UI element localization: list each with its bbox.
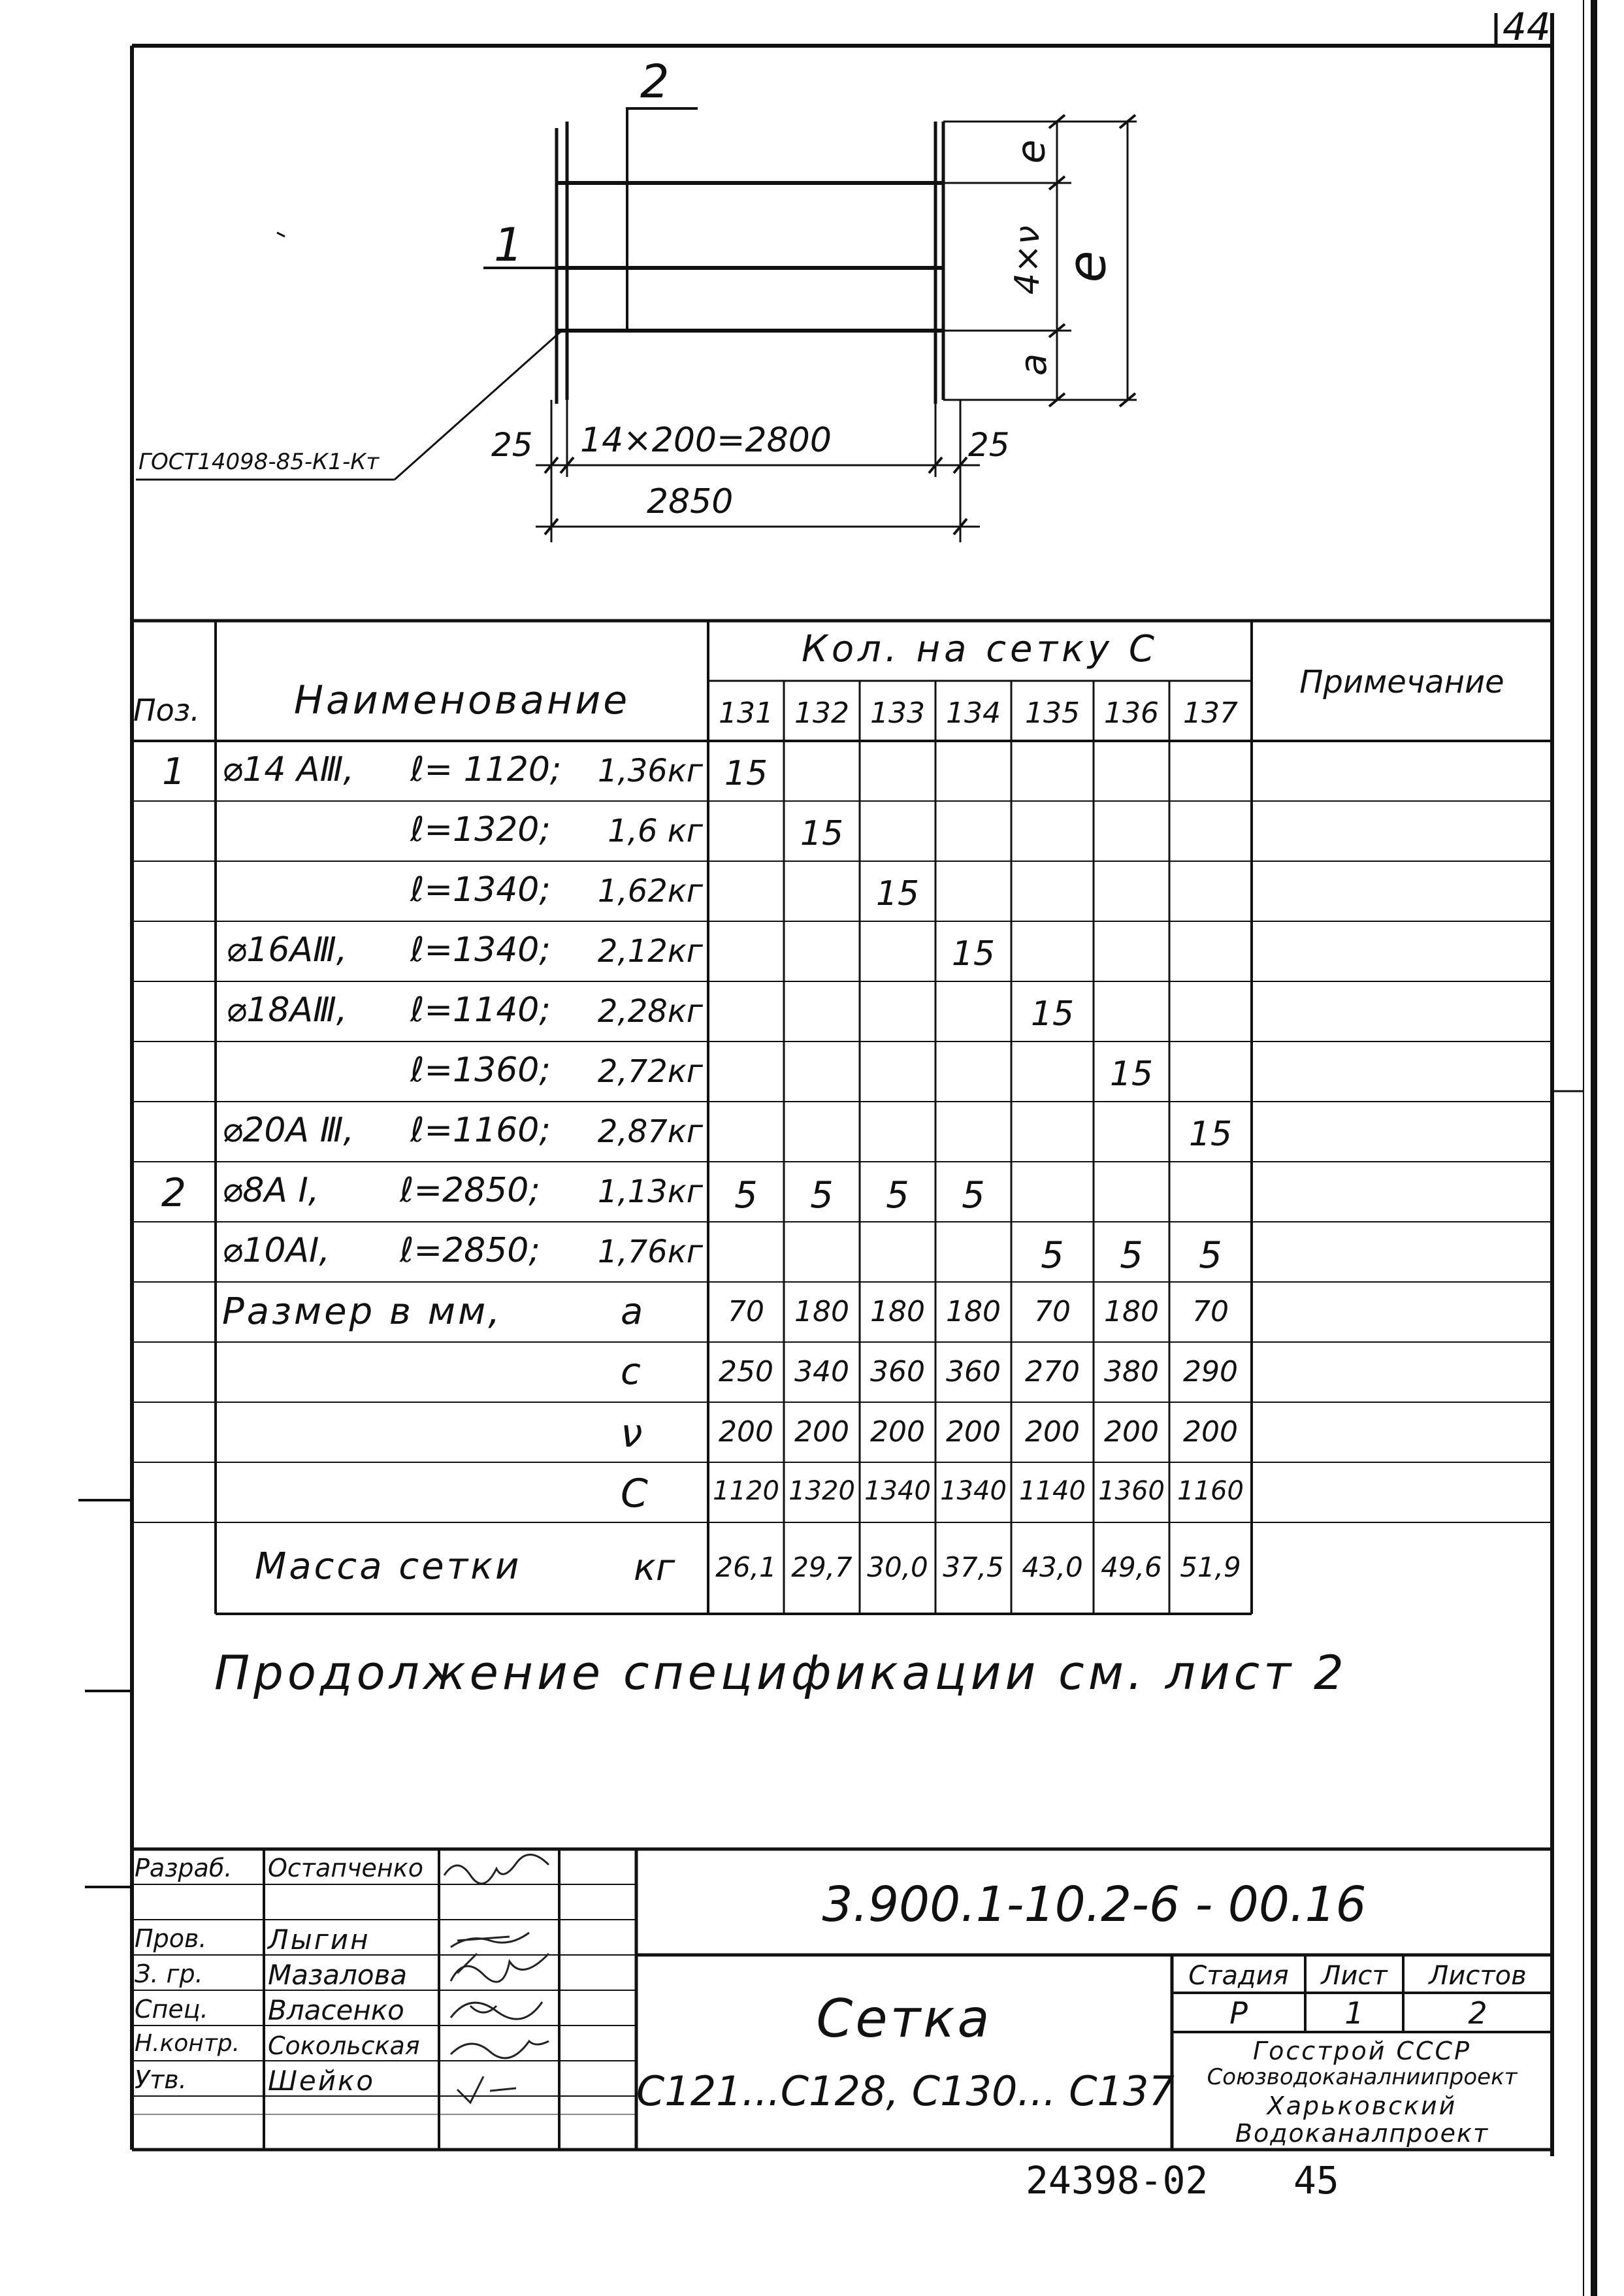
size-cell: 250 <box>719 1355 773 1388</box>
row-length: ℓ=1360; <box>410 1051 551 1090</box>
row-diameter: ⌀14 АⅢ, <box>222 750 354 789</box>
sheets-label: Листов <box>1429 1961 1527 1991</box>
mass-cell: 51,9 <box>1180 1551 1241 1583</box>
gost-reference: ГОСТ14098-85-К1-Кт <box>138 449 380 475</box>
dim-right-25: 25 <box>968 426 1010 464</box>
size-cell: 200 <box>794 1415 849 1449</box>
size-cell: 200 <box>1025 1415 1080 1449</box>
person-name: Шейко <box>268 2065 376 2097</box>
dim-e-total: e <box>1056 250 1118 283</box>
archive-number: 24398-02 <box>1026 2158 1209 2203</box>
column-header: 136 <box>1104 697 1159 730</box>
mass-cell: 37,5 <box>943 1551 1004 1583</box>
person-name: Власенко <box>268 1994 404 2026</box>
quantity-cell: 5 <box>810 1174 834 1217</box>
signature-gr <box>451 1954 549 1982</box>
size-cell: 70 <box>1034 1295 1071 1328</box>
organization-line: Водоканалпроект <box>1235 2119 1489 2148</box>
row-mass: 2,87кг <box>597 1113 703 1150</box>
row-mass: 1,76кг <box>597 1234 703 1270</box>
sheet-corner-number: 44 <box>1502 5 1551 49</box>
role-label: Спец. <box>135 1995 208 2024</box>
dim-4xv: 4×ν <box>1007 225 1047 295</box>
mass-cell: 43,0 <box>1022 1551 1083 1583</box>
column-header: 137 <box>1183 697 1238 730</box>
organization-line: Госстрой СССР <box>1252 2037 1471 2065</box>
quantity-cell: 5 <box>1041 1234 1064 1277</box>
size-cell: 70 <box>728 1295 764 1328</box>
header-quantity: Кол. на сетку С <box>802 628 1158 670</box>
signature-prov <box>451 1933 529 1947</box>
size-cell: 290 <box>1183 1355 1238 1388</box>
header-note: Примечание <box>1299 664 1504 700</box>
quantity-cell: 5 <box>886 1174 909 1217</box>
column-header: 134 <box>946 697 1001 730</box>
size-symbol: C <box>621 1471 648 1517</box>
quantity-cell: 5 <box>734 1174 758 1217</box>
row-length: ℓ=1320; <box>410 810 551 849</box>
row-mass: 1,62кг <box>597 873 703 910</box>
dim-main-span: 14×200=2800 <box>580 421 832 460</box>
row-diameter: ⌀18АⅢ, <box>226 991 348 1030</box>
row-mass: 2,72кг <box>597 1053 703 1090</box>
size-cell: 200 <box>1104 1415 1159 1449</box>
size-cell: 340 <box>794 1355 849 1388</box>
person-name: Остапченко <box>268 1854 423 1882</box>
size-cell: 360 <box>946 1355 1001 1388</box>
quantity-cell: 15 <box>1030 994 1075 1034</box>
dim-total-length: 2850 <box>647 482 734 521</box>
row-length: ℓ=1140; <box>410 991 551 1030</box>
position-label-1: 1 <box>494 218 523 272</box>
row-mass: 2,12кг <box>597 933 703 970</box>
column-header: 131 <box>719 697 773 730</box>
size-symbol: a <box>621 1290 643 1333</box>
row-position: 1 <box>162 751 186 793</box>
role-label: Разраб. <box>135 1854 233 1882</box>
mass-unit: кг <box>634 1547 675 1589</box>
drawing-subtitle: С121...С128, С130... С137 <box>636 2067 1175 2115</box>
size-cell: 200 <box>946 1415 1001 1449</box>
quantity-cell: 5 <box>1120 1234 1143 1277</box>
quantity-cell: 15 <box>724 754 768 793</box>
size-cell: 1320 <box>788 1476 855 1506</box>
size-cell: 180 <box>870 1295 925 1328</box>
organization-line: Союзводоканалниипроект <box>1207 2064 1518 2090</box>
mass-cell: 26,1 <box>715 1551 777 1583</box>
size-cell: 270 <box>1025 1355 1080 1388</box>
document-code: 3.900.1-10.2-6 - 00.16 <box>822 1877 1367 1933</box>
size-cell: 200 <box>870 1415 925 1449</box>
size-cell: 1120 <box>713 1476 779 1506</box>
signature-utv <box>457 2076 516 2103</box>
size-cell: 1340 <box>940 1476 1007 1506</box>
size-cell: 200 <box>719 1415 773 1449</box>
mass-label: Масса сетки <box>255 1545 522 1588</box>
size-cell: 1140 <box>1019 1476 1086 1506</box>
row-length: ℓ=1160; <box>410 1111 551 1150</box>
signature-nkontr <box>451 2041 549 2058</box>
column-header: 133 <box>870 697 925 730</box>
row-length: ℓ=1340; <box>410 930 551 970</box>
row-mass: 1,36кг <box>597 753 703 789</box>
header-position: Поз. <box>133 693 200 728</box>
signature-razrab <box>444 1854 549 1883</box>
continuation-note: Продолжение спецификации см. лист 2 <box>214 1645 1348 1700</box>
size-cell: 1160 <box>1177 1476 1244 1506</box>
size-cell: 1340 <box>864 1476 931 1506</box>
row-mass: 2,28кг <box>597 993 703 1030</box>
row-diameter: ⌀16АⅢ, <box>226 930 348 970</box>
quantity-cell: 15 <box>800 814 844 853</box>
size-cell: 360 <box>870 1355 925 1388</box>
quantity-cell: 5 <box>1199 1234 1222 1277</box>
quantity-cell: 15 <box>951 934 996 974</box>
person-name: Лыгин <box>268 1924 370 1956</box>
dim-a: a <box>1013 353 1056 376</box>
quantity-cell: 15 <box>1109 1055 1154 1094</box>
size-label: Размер в мм, <box>222 1290 503 1333</box>
quantity-cell: 15 <box>875 874 920 913</box>
stage-value: Р <box>1229 1995 1248 2031</box>
mesh-drawing <box>136 108 1137 542</box>
signatures <box>444 1854 549 2103</box>
size-cell: 200 <box>1183 1415 1238 1449</box>
drawing-title: Сетка <box>816 1988 992 2049</box>
size-cell: 180 <box>794 1295 849 1328</box>
size-cell: 180 <box>946 1295 1001 1328</box>
row-diameter: ⌀10АⅠ, <box>222 1231 330 1270</box>
header-name: Наименование <box>293 678 630 723</box>
column-header: 135 <box>1025 697 1080 730</box>
row-diameter: ⌀20А Ⅲ, <box>222 1111 354 1150</box>
dim-left-25: 25 <box>491 426 533 464</box>
row-length: ℓ= 1120; <box>410 750 562 789</box>
size-symbol: ν <box>621 1411 643 1456</box>
sheet-value: 1 <box>1344 1995 1364 2031</box>
person-name: Сокольская <box>268 2031 420 2060</box>
size-symbol: c <box>621 1351 641 1393</box>
row-position: 2 <box>161 1170 187 1216</box>
signature-spec <box>451 2002 542 2019</box>
column-header: 132 <box>794 697 849 730</box>
sheet-label: Лист <box>1321 1961 1388 1991</box>
row-diameter: ⌀8А Ⅰ, <box>222 1171 319 1210</box>
row-length: ℓ=2850; <box>400 1171 540 1210</box>
role-label: Утв. <box>135 2065 187 2094</box>
stage-label: Стадия <box>1188 1961 1289 1991</box>
mass-cell: 49,6 <box>1101 1551 1162 1583</box>
position-label-2: 2 <box>640 55 670 108</box>
page-number: 45 <box>1293 2158 1339 2203</box>
size-cell: 180 <box>1104 1295 1159 1328</box>
role-label: Пров. <box>135 1924 207 1953</box>
size-cell: 1360 <box>1098 1476 1165 1506</box>
size-cell: 380 <box>1104 1355 1159 1388</box>
role-label: Н.контр. <box>135 2030 240 2057</box>
mass-cell: 30,0 <box>867 1551 928 1583</box>
organization-line: Харьковский <box>1267 2091 1457 2120</box>
role-label: З. гр. <box>135 1960 203 1988</box>
quantity-cell: 15 <box>1188 1115 1233 1154</box>
quantity-cell: 5 <box>962 1174 985 1217</box>
size-cell: 70 <box>1192 1295 1229 1328</box>
row-mass: 1,13кг <box>597 1173 703 1210</box>
person-name: Мазалова <box>268 1959 408 1991</box>
row-length: ℓ=1340; <box>410 870 551 910</box>
mass-cell: 29,7 <box>791 1551 853 1583</box>
sheets-value: 2 <box>1468 1995 1487 2031</box>
dim-e-top: e <box>1008 139 1054 164</box>
row-mass: 1,6 кг <box>608 813 703 849</box>
row-length: ℓ=2850; <box>400 1231 540 1270</box>
